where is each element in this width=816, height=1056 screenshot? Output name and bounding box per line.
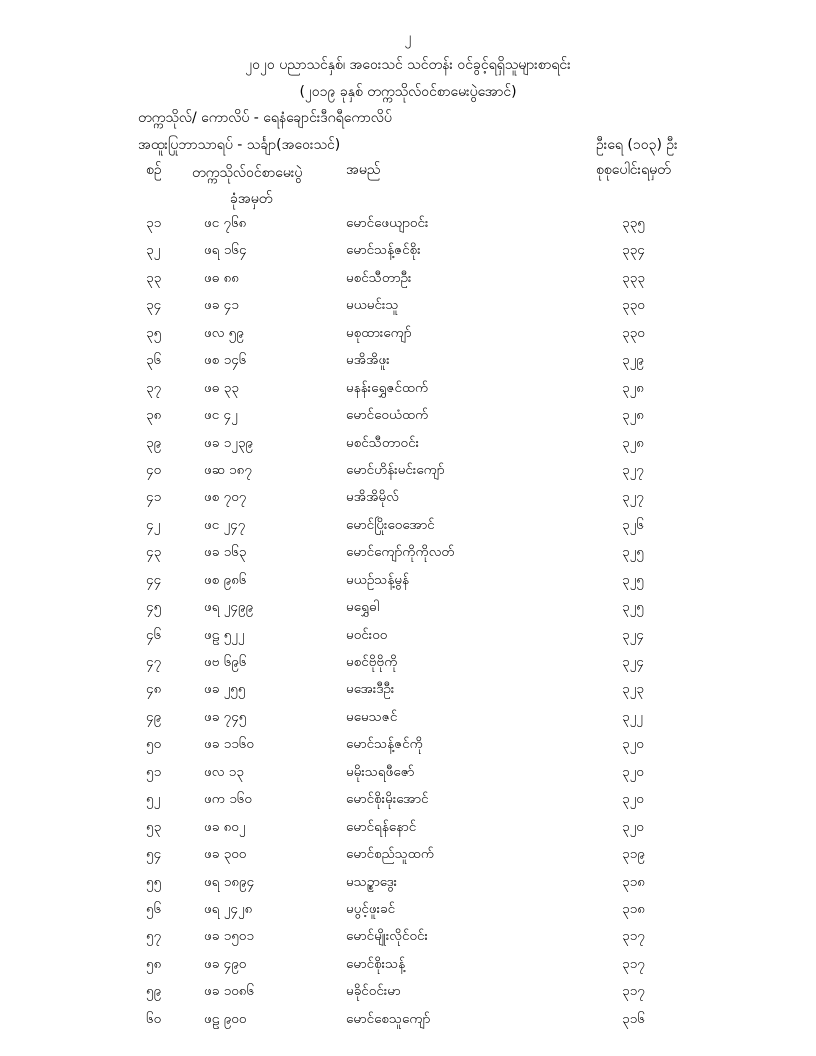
roll-number-cell: ဖင ၄၂ bbox=[204, 407, 238, 424]
header-serial-no: စဉ် bbox=[146, 162, 162, 178]
total-marks-cell: ၃၂၀ bbox=[622, 736, 644, 753]
total-marks-cell: ၃၃၀ bbox=[622, 324, 645, 341]
roll-number-cell: ဖခ ၂၅၅ bbox=[204, 681, 246, 698]
roll-number-cell: ဖခ ၈၀၂ bbox=[204, 818, 246, 835]
total-marks-cell: ၃၃၃ bbox=[622, 269, 645, 286]
table-row bbox=[0, 790, 816, 817]
serial-no-cell: ၅၉ bbox=[146, 983, 162, 1000]
serial-no-cell: ၄၀ bbox=[146, 461, 162, 478]
table-row bbox=[0, 818, 816, 845]
student-name-cell: မစင်သီတာဝင်း bbox=[346, 434, 420, 451]
table-row bbox=[0, 379, 816, 406]
student-name-cell: မယဉ်သန့်မွန် bbox=[346, 571, 410, 588]
total-marks-cell: ၃၃၅ bbox=[622, 215, 645, 231]
student-name-cell: မသဥ္စာဒွေး bbox=[346, 873, 398, 890]
table-row bbox=[0, 269, 816, 296]
total-count: ဦးရေ (၁၀၃) ဦး bbox=[596, 137, 678, 153]
student-name-cell: မစင်သီတာဦး bbox=[346, 269, 412, 286]
document-subtitle: (၂၀၁၉ ခုနှစ် တက္ကသိုလ်ဝင်စာမေးပွဲအောင်) bbox=[299, 84, 517, 100]
serial-no-cell: ၄၃ bbox=[146, 544, 162, 561]
student-name-cell: မောင်ဟိန်းမင်းကျော် bbox=[346, 461, 445, 478]
total-marks-cell: ၃၂၀ bbox=[622, 763, 644, 780]
header-roll-number bbox=[192, 160, 302, 212]
student-name-cell: မအိအိဖူး bbox=[346, 352, 390, 369]
roll-number-cell: ဖလ ၁၃ bbox=[204, 763, 244, 780]
student-name-cell: မစုထားကျော် bbox=[346, 324, 412, 341]
student-name-cell: မအိအိမိုလ် bbox=[346, 489, 399, 506]
total-marks-cell: ၃၂၅ bbox=[622, 599, 644, 616]
total-marks-cell: ၃၂၈ bbox=[622, 407, 644, 424]
student-name-cell: မောင်စည်သူထက် bbox=[346, 846, 435, 863]
student-name-cell: မမေသဇင် bbox=[346, 708, 398, 725]
subject-line: အထူးပြုဘာသာရပ် - သင်္ချာ(အဝေးသင်) bbox=[138, 137, 341, 153]
total-marks-cell: ၃၂၀ bbox=[622, 818, 644, 835]
table-row bbox=[0, 680, 816, 707]
table-row bbox=[0, 845, 816, 872]
table-row bbox=[0, 598, 816, 625]
student-name-cell: မရွှေဓါ bbox=[346, 599, 379, 616]
table-row bbox=[0, 241, 816, 268]
total-marks-cell: ၃၁၆ bbox=[622, 1010, 645, 1027]
total-marks-cell: ၃၂၃ bbox=[622, 681, 644, 698]
total-marks-cell: ၃၁၇ bbox=[622, 955, 645, 972]
table-row bbox=[0, 982, 816, 1009]
student-name-cell: မောင်မျိုးလိုင်ဝင်း bbox=[346, 928, 428, 945]
total-marks-cell: ၃၃၄ bbox=[622, 242, 645, 259]
student-name-cell: မောင်ပြိုးဝေအောင် bbox=[346, 516, 435, 533]
serial-no-cell: ၄၅ bbox=[146, 599, 162, 616]
serial-no-cell: ၃၄ bbox=[146, 297, 162, 314]
student-list bbox=[0, 214, 816, 1037]
table-row bbox=[0, 653, 816, 680]
table-row bbox=[0, 406, 816, 433]
serial-no-cell: ၅၇ bbox=[146, 928, 162, 945]
roll-number-cell: ဖခ ၁၆၃ bbox=[204, 544, 247, 561]
student-name-cell: မောင်ဝေယံထက် bbox=[346, 407, 429, 424]
serial-no-cell: ၃၉ bbox=[146, 434, 162, 451]
serial-no-cell: ၄၂ bbox=[146, 516, 161, 533]
total-marks-cell: ၃၂၅ bbox=[622, 571, 644, 588]
table-row bbox=[0, 516, 816, 543]
student-name-cell: မခိုင်ဝင်းမာ bbox=[346, 983, 401, 1000]
roll-number-cell: ဖဓ ၃၃ bbox=[204, 379, 239, 396]
roll-number-cell: ဖခ ၁၁၆၀ bbox=[204, 736, 254, 753]
roll-number-cell: ဖခ ၁၂၃၉ bbox=[204, 434, 254, 451]
table-row bbox=[0, 543, 816, 570]
total-marks-cell: ၃၂၅ bbox=[622, 544, 644, 561]
serial-no-cell: ၅၂ bbox=[146, 791, 161, 808]
table-row bbox=[0, 351, 816, 378]
student-name-cell: မောင်ရန်နောင် bbox=[346, 818, 417, 835]
roll-number-cell: ဖရ ၁၈၉၄ bbox=[204, 873, 255, 890]
roll-number-cell: ဖခ ၄၁ bbox=[204, 297, 239, 314]
header-total-marks: စုစုပေါင်းရမှတ် bbox=[596, 162, 671, 178]
serial-no-cell: ၅၄ bbox=[146, 846, 162, 863]
total-marks-cell: ၃၂၄ bbox=[622, 654, 644, 670]
serial-no-cell: ၄၈ bbox=[146, 681, 162, 698]
roll-number-cell: ဖင ၇၆၈ bbox=[204, 215, 247, 231]
serial-no-cell: ၅၀ bbox=[146, 736, 162, 753]
serial-no-cell: ၃၈ bbox=[146, 407, 162, 424]
serial-no-cell: ၅၃ bbox=[146, 818, 162, 835]
roll-number-cell: ဖဠ ၉၀၀ bbox=[204, 1010, 247, 1027]
student-name-cell: မောင်စိုးမိုးအောင် bbox=[346, 791, 429, 808]
student-name-cell: မပွင့်ဖူးခင် bbox=[346, 900, 396, 917]
total-marks-cell: ၃၂၀ bbox=[622, 791, 644, 808]
roll-number-cell: ဖရ ၂၄၂၈ bbox=[204, 900, 253, 917]
table-row bbox=[0, 626, 816, 653]
roll-number-cell: ဖရ ၁၆၄ bbox=[204, 242, 247, 259]
page-number: ၂ bbox=[404, 30, 412, 46]
student-name-cell: မအေးဒီဦး bbox=[346, 681, 395, 698]
roll-number-cell: ဖက ၁၆၀ bbox=[204, 791, 252, 808]
total-marks-cell: ၃၁၇ bbox=[622, 928, 645, 945]
total-marks-cell: ၃၂၈ bbox=[622, 379, 644, 396]
student-name-cell: မမိုးသရဖီဇော် bbox=[346, 763, 415, 780]
header-name: အမည် bbox=[346, 162, 381, 178]
roll-number-cell: ဖခ ၃၀၀ bbox=[204, 846, 247, 863]
header-roll-line-2: ခုံအမှတ် bbox=[230, 191, 273, 207]
table-row bbox=[0, 900, 816, 927]
table-row bbox=[0, 1010, 816, 1037]
total-marks-cell: ၃၁၉ bbox=[622, 846, 645, 863]
roll-number-cell: ဖဆ ၁၈၇ bbox=[204, 461, 252, 478]
student-name-cell: မောင်သန့်ဇင်စိုး bbox=[346, 242, 421, 259]
student-name-cell: မောင်စိုးသန့် bbox=[346, 955, 406, 972]
roll-number-cell: ဖခ ၄၉၀ bbox=[204, 955, 247, 972]
roll-number-cell: ဖစ ၉၈၆ bbox=[204, 571, 247, 588]
total-marks-cell: ၃၁၈ bbox=[622, 900, 645, 917]
table-row bbox=[0, 763, 816, 790]
total-marks-cell: ၃၂၉ bbox=[622, 352, 644, 369]
table-row bbox=[0, 324, 816, 351]
student-name-cell: မနန်းရွှေဇင်ထက် bbox=[346, 379, 429, 396]
serial-no-cell: ၄၄ bbox=[146, 571, 162, 588]
total-marks-cell: ၃၂၈ bbox=[622, 434, 644, 451]
total-marks-cell: ၃၂၄ bbox=[622, 626, 644, 643]
table-row bbox=[0, 214, 816, 241]
total-marks-cell: ၃၂၇ bbox=[622, 489, 644, 506]
table-row bbox=[0, 735, 816, 762]
serial-no-cell: ၅၁ bbox=[146, 763, 162, 780]
student-name-cell: မစင်ဗိုဗိုကို bbox=[346, 654, 398, 670]
roll-number-cell: ဖစ ၇၀၇ bbox=[204, 489, 247, 506]
roll-number-cell: ဖရ ၂၄၉၉ bbox=[204, 599, 254, 616]
roll-number-cell: ဖခ ၁၅၀၁ bbox=[204, 928, 254, 945]
serial-no-cell: ၃၅ bbox=[146, 324, 162, 341]
serial-no-cell: ၆၀ bbox=[146, 1010, 162, 1027]
roll-number-cell: ဖခ ၁၀၈၆ bbox=[204, 983, 255, 1000]
total-marks-cell: ၃၁၇ bbox=[622, 983, 645, 1000]
roll-number-cell: ဖဠ ၅၂၂ bbox=[204, 626, 245, 643]
table-row bbox=[0, 873, 816, 900]
roll-number-cell: ဖလ ၅၉ bbox=[204, 324, 244, 341]
serial-no-cell: ၅၅ bbox=[146, 873, 162, 890]
document-title: ၂၀၂၀ ပညာသင်နှစ်၊ အဝေးသင် သင်တန်း ဝင်ခွင့်ရရှိသူများစာရင်း bbox=[245, 57, 571, 73]
serial-no-cell: ၄၇ bbox=[146, 654, 162, 670]
university-line: တက္ကသိုလ်/ ကောလိပ် - ရေနံချောင်းဒီဂရီကောလိပ် bbox=[138, 110, 392, 126]
roll-number-cell: ဖဓ ၈၈ bbox=[204, 269, 240, 286]
roll-number-cell: ဖင ၂၄၇ bbox=[204, 516, 246, 533]
table-row bbox=[0, 488, 816, 515]
roll-number-cell: ဖစ ၁၄၆ bbox=[204, 352, 247, 369]
serial-no-cell: ၅၈ bbox=[146, 955, 162, 972]
total-marks-cell: ၃၂၇ bbox=[622, 461, 644, 478]
student-name-cell: မောင်ကျော်ကိုကိုလတ် bbox=[346, 544, 455, 561]
student-name-cell: မဝင်းဝဝ bbox=[346, 626, 388, 643]
total-marks-cell: ၃၂၂ bbox=[622, 708, 643, 725]
table-row bbox=[0, 296, 816, 323]
student-name-cell: မောင်ဖေယျာဝင်း bbox=[346, 215, 429, 231]
student-name-cell: မယမင်းသူ bbox=[346, 297, 399, 314]
table-row bbox=[0, 461, 816, 488]
table-row bbox=[0, 927, 816, 954]
student-name-cell: မောင်စေသူကျော် bbox=[346, 1010, 431, 1027]
table-row bbox=[0, 571, 816, 598]
serial-no-cell: ၃၂ bbox=[146, 242, 161, 259]
serial-no-cell: ၅၆ bbox=[146, 900, 162, 917]
student-name-cell: မောင်သန့်ဇင်ကို bbox=[346, 736, 423, 753]
table-row bbox=[0, 708, 816, 735]
serial-no-cell: ၃၃ bbox=[146, 269, 162, 286]
table-row bbox=[0, 434, 816, 461]
serial-no-cell: ၃၁ bbox=[146, 215, 162, 231]
roll-number-cell: ဖဗ ၆၉၆ bbox=[204, 654, 247, 670]
header-roll-line-1: တက္ကသိုလ်ဝင်စာမေးပွဲ bbox=[192, 165, 303, 181]
total-marks-cell: ၃၂၆ bbox=[622, 516, 644, 533]
serial-no-cell: ၃၇ bbox=[146, 379, 162, 396]
table-row bbox=[0, 955, 816, 982]
serial-no-cell: ၃၆ bbox=[146, 352, 162, 369]
total-marks-cell: ၃၁၈ bbox=[622, 873, 645, 890]
serial-no-cell: ၄၆ bbox=[146, 626, 162, 643]
roll-number-cell: ဖခ ၇၄၅ bbox=[204, 708, 247, 725]
serial-no-cell: ၄၁ bbox=[146, 489, 162, 506]
serial-no-cell: ၄၉ bbox=[146, 708, 162, 725]
total-marks-cell: ၃၃၀ bbox=[622, 297, 645, 314]
